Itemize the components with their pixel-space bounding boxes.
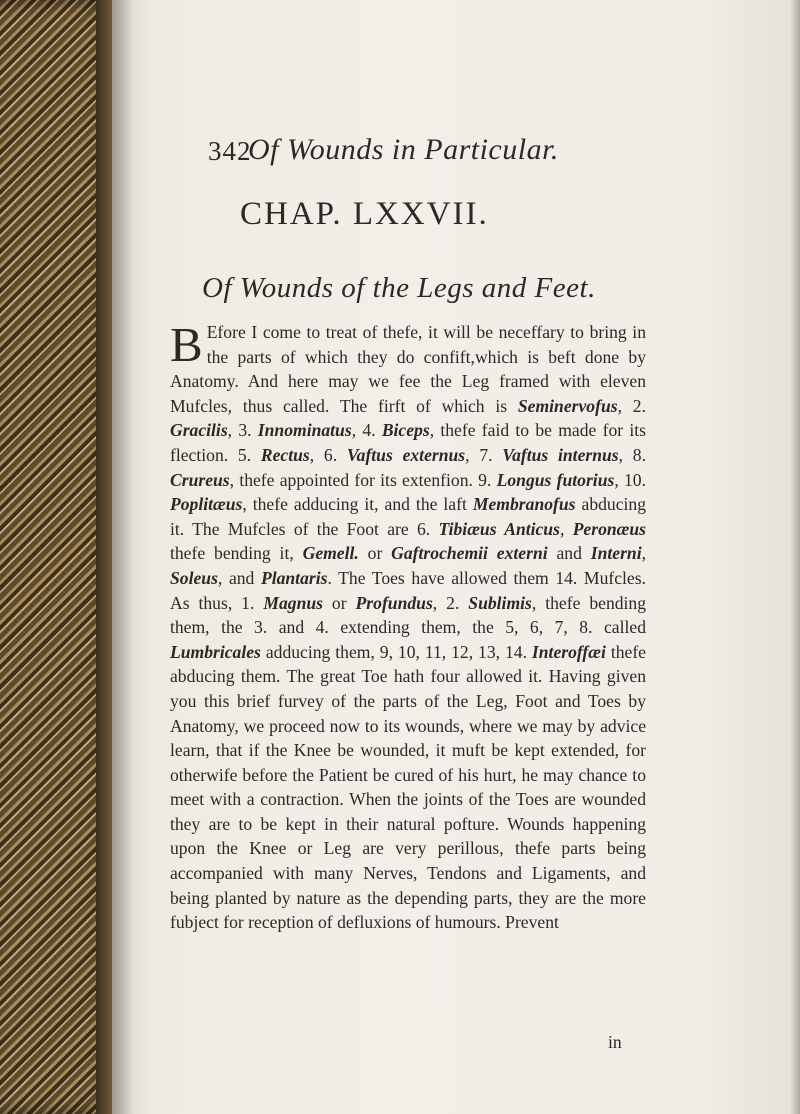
text-run: or [358,543,392,564]
latin-term: Gemell. [302,543,359,564]
running-head: Of Wounds in Particular. [248,133,559,166]
latin-term: Gracilis [170,420,228,441]
text-run: . The Toes have allowed them 14. Mufcles. As thus, 1. [170,567,646,613]
latin-term: Seminervofus [517,395,618,416]
text-run: , 2. [617,395,646,416]
text-run: adducing them, 9, 10, 11, 12, 13, 14. [260,641,532,662]
text-run: , 7. [465,444,503,465]
text-run: , [559,518,573,539]
text-run: Efore I come to treat of thefe, it will be neceffary to bring in the parts of which they do confift,which is beft done by Anatomy. And here may we fee the Leg framed with eleven Mufcles, thus called. The firft of which is [170,322,646,416]
paragraph-text [170,317,647,933]
text-run: , thefe appointed for its extenfion. 9. [229,469,497,490]
gutter-shadow [112,0,134,1114]
latin-term: Interoffæi [531,641,606,662]
text-run: thefe bending it, [170,543,303,564]
page-edge [790,0,800,1114]
text-run: , thefe bending them, the 3. and 4. extending them, the 5, 6, 7, 8. called [170,592,647,638]
text-run: , thefe adducing it, and the laft [242,494,473,515]
latin-term: Tibiæus Anticus [438,518,560,539]
latin-term: Biceps [381,420,430,441]
text-run: thefe abducing them. The great Toe hath four allowed it. Having given you this brief furvey of the parts of the Leg, Foot and Toes by Anatomy, we proceed now to its wounds, where we may by advice learn, that if the Knee be wounded, it muft be kept extended, for otherwife before the Patient be cured of his hurt, he may chance to meet with a contraction. When the joints of the Toes are wounded they are to be kept in their natural pofture. Wounds happening upon the Knee or Leg are very perillous, thefe parts being accompanied with many Nerves, Tendons and Ligaments, and being planted by nature as the depending parts, they are the more fubject for reception of defluxions of humours. Prevent [170,641,646,933]
latin-term: Membranofus [472,494,576,515]
latin-term: Sublimis [468,592,532,613]
text-run: or [322,592,356,613]
page-number: 342 [208,136,252,166]
latin-term: Plantaris [260,567,328,588]
latin-term: Profundus [355,592,433,613]
text-run: , 8. [618,444,646,465]
text-run: abducing it. The Mufcles of the Foot are 6. [170,494,646,539]
latin-term: Innominatus [257,420,352,441]
latin-term: Vaftus externus [346,444,466,465]
text-run: and [547,543,591,564]
text-run: , 2. [432,592,469,613]
latin-term: Soleus [170,567,218,588]
latin-term: Peronæus [572,518,647,539]
latin-term: Lumbricales [170,641,261,662]
section-title: Of Wounds of the Legs and Feet. [202,272,596,304]
chapter-title: CHAP. LXXVII. [240,196,489,232]
latin-term: Poplitæus [170,494,243,515]
latin-term: Vaftus internus [502,444,619,465]
latin-term: Crureus [170,469,230,490]
text-run: , 10. [614,469,646,490]
latin-term: Gaftrochemii externi [391,543,548,564]
text-run: , 6. [309,444,347,465]
book-page [112,0,800,1114]
text-run: , 3. [227,420,258,441]
catchword: in [608,1032,622,1052]
drop-cap: B [170,317,203,372]
text-run: , and [217,567,261,588]
text-run: , thefe faid to be made for its flection. 5. [170,420,646,465]
latin-term: Magnus [263,592,323,613]
text-run: , [641,543,647,564]
latin-term: Longus futorius [496,469,615,490]
text-run: , 4. [351,420,382,441]
body-paragraph [170,317,647,935]
latin-term: Rectus [260,444,310,465]
latin-term: Interni [590,543,642,564]
